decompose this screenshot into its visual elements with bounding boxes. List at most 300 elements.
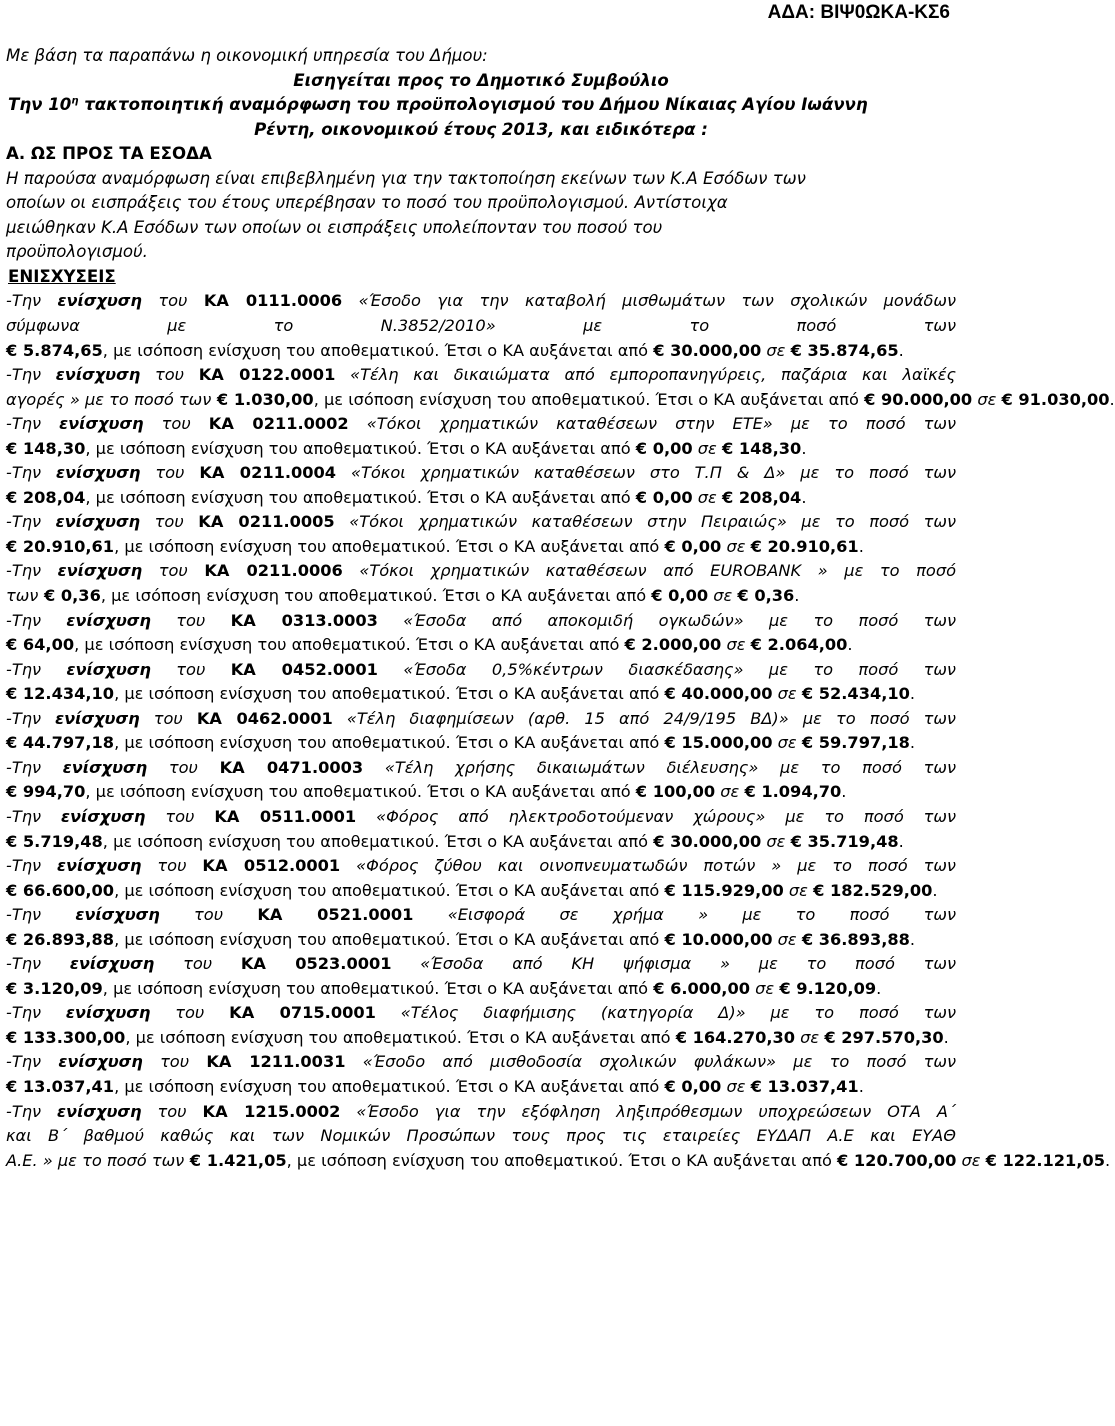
amount-to: 208,04 xyxy=(738,487,802,507)
amount-from: 2.000,00 xyxy=(641,635,722,655)
text-span xyxy=(340,1102,356,1121)
amount: 5.719,48 xyxy=(22,831,103,851)
amount-from: 15.000,00 xyxy=(681,733,773,753)
text-span: , με ισόποση ενίσχυση του αποθεματικού. Έτσι ο ΚΑ αυξάνεται από xyxy=(85,782,636,802)
text-span: σε xyxy=(692,438,722,458)
text-span: . xyxy=(794,586,800,606)
euro-sign: € xyxy=(721,487,739,507)
account-code: ΚΑ 0523.0001 xyxy=(240,954,392,974)
euro-sign: € xyxy=(1001,389,1019,409)
amount: 208,04 xyxy=(22,487,86,507)
section-a-paragraph: οποίων οι εισπράξεις του έτους υπερέβησαν το ποσό του προϋπολογισμού. Αντίστοιχα xyxy=(6,193,728,213)
amount-from: 120.700,00 xyxy=(853,1150,957,1170)
text-span: -Την xyxy=(6,954,70,974)
text-span: , με ισόποση ενίσχυση του αποθεματικού. Έτσι ο ΚΑ αυξάνεται από xyxy=(102,340,654,360)
amount: 26.893,88 xyxy=(22,929,115,949)
amount-from: 90.000,00 xyxy=(881,389,973,409)
entry-description: «Έσοδο από μισθοδοσία σχολικών φυλάκων» με το ποσό των xyxy=(362,1052,956,1072)
text-span: του xyxy=(145,806,215,826)
enisxysi-word: ενίσχυση xyxy=(75,905,160,925)
text-span: -Την xyxy=(6,1052,59,1072)
text-span: . xyxy=(847,635,853,655)
euro-sign: € xyxy=(6,635,23,655)
entry-line xyxy=(6,461,956,486)
proposal-heading: Εισηγείται προς το Δημοτικό Συμβούλιο xyxy=(293,70,669,90)
text-span: -Την xyxy=(6,414,60,434)
text-span: του xyxy=(150,659,231,679)
amount-to: 13.037,41 xyxy=(767,1076,859,1096)
amount-from: 6.000,00 xyxy=(670,978,750,998)
text-span: σε xyxy=(761,831,791,851)
entry-line xyxy=(6,756,956,781)
euro-sign: € xyxy=(635,487,653,507)
euro-sign: € xyxy=(664,733,682,753)
account-code: ΚΑ 1215.0002 xyxy=(202,1101,341,1121)
euro-sign: € xyxy=(664,1076,682,1096)
text-span: . xyxy=(1104,1150,1111,1170)
amount: 44.797,18 xyxy=(22,733,115,753)
entry-description: «Εισφορά σε χρήμα » με το ποσό των xyxy=(447,905,957,925)
text-span: του xyxy=(140,463,200,483)
entry-line xyxy=(6,780,956,805)
entry-description: «Τόκοι χρηματικών καταθέσεων από EUROBANK » με το ποσό xyxy=(359,561,956,581)
euro-sign: € xyxy=(801,929,819,949)
text-span xyxy=(343,561,360,580)
text-span: -Την xyxy=(6,708,56,728)
enisxysi-word: ενίσχυση xyxy=(69,954,155,974)
entry-line xyxy=(6,584,956,609)
text-span: του xyxy=(141,291,204,311)
entry-line xyxy=(6,609,956,634)
entry-line xyxy=(6,1050,956,1075)
amount: 12.434,10 xyxy=(22,684,115,704)
text-span: σε xyxy=(708,586,738,606)
text-span: -Την xyxy=(6,561,58,581)
euro-sign: € xyxy=(6,782,23,802)
entry-description: «Τέλη χρήσης δικαιωμάτων διέλευσης» με το ποσό των xyxy=(384,757,956,777)
account-code: ΚΑ 0211.0004 xyxy=(199,463,337,483)
entry-description: αγορές » με το ποσό των xyxy=(6,389,212,409)
euro-sign: € xyxy=(813,880,830,900)
text-span xyxy=(376,1003,401,1022)
account-code: ΚΑ 0122.0001 xyxy=(198,365,336,385)
text-span: σε xyxy=(772,684,802,704)
entry-line xyxy=(6,363,956,388)
euro-sign: € xyxy=(6,536,23,556)
text-span: του xyxy=(150,1003,230,1023)
enisxysi-word: ενίσχυση xyxy=(57,291,142,311)
text-span: σε xyxy=(772,733,802,753)
entry-description: Α.Ε. » με το ποσό των xyxy=(6,1150,185,1170)
amount: 0,36 xyxy=(60,586,101,606)
entry-line xyxy=(6,510,956,535)
amount-from: 0,00 xyxy=(652,487,693,507)
entry-line xyxy=(6,1001,956,1026)
entry-line xyxy=(6,559,956,584)
text-span: . xyxy=(858,1076,864,1096)
text-span: σε xyxy=(692,487,722,507)
enisxysi-word: ενίσχυση xyxy=(60,806,146,826)
text-span xyxy=(340,856,356,875)
text-span: σε xyxy=(972,389,1002,409)
text-span: . xyxy=(909,929,916,949)
text-span: , με ισόποση ενίσχυση του αποθεματικού. Έτσι ο ΚΑ αυξάνεται από xyxy=(313,389,865,409)
entry-description: «Έσοδο για την εξόφληση ληξιπρόθεσμων υποχρεώσεων ΟΤΑ Α΄ xyxy=(356,1101,956,1121)
text-span xyxy=(356,807,376,826)
text-span: του xyxy=(150,610,231,630)
text-span: του xyxy=(159,905,258,925)
entry-description: «Έσοδα από ΚΗ ψήφισμα » με το ποσό των xyxy=(420,954,956,974)
entry-line xyxy=(6,1075,956,1100)
text-span xyxy=(413,905,447,924)
text-span: σε xyxy=(721,635,751,655)
euro-sign: € xyxy=(6,1027,23,1047)
text-span: του xyxy=(154,954,241,974)
entry-description: «Τόκοι χρηματικών καταθέσεων στην ΕΤΕ» με το ποσό των xyxy=(366,414,956,434)
euro-sign: € xyxy=(635,782,653,802)
amount: 148,30 xyxy=(22,438,86,458)
euro-sign: € xyxy=(744,782,762,802)
amount-from: 30.000,00 xyxy=(670,340,762,360)
entry-line xyxy=(6,412,956,437)
entry-line xyxy=(6,731,956,756)
text-span xyxy=(345,1052,362,1071)
text-span: -Την xyxy=(6,291,58,311)
account-code: ΚΑ 1211.0031 xyxy=(206,1052,346,1072)
text-span: . xyxy=(898,340,904,360)
text-span: σε xyxy=(795,1027,825,1047)
enisxysi-word: ενίσχυση xyxy=(55,463,141,483)
euro-sign: € xyxy=(721,438,739,458)
entry-line xyxy=(6,830,956,855)
text-span: του xyxy=(140,365,199,385)
entries-list xyxy=(6,289,1115,1173)
text-span: -Την xyxy=(6,1003,66,1023)
enisxysi-word: ενίσχυση xyxy=(57,1101,142,1121)
entry-line xyxy=(6,535,956,560)
enisxysi-word: ενίσχυση xyxy=(55,708,140,728)
proposal-subject-line: Ρέντη, οικονομικού έτους 2013, και ειδικότερα : xyxy=(254,119,708,139)
amount-from: 164.270,30 xyxy=(692,1027,796,1047)
euro-sign: € xyxy=(653,340,671,360)
euro-sign: € xyxy=(6,487,23,507)
amount-to: 1.094,70 xyxy=(761,782,842,802)
entry-description: των xyxy=(6,586,39,606)
euro-sign: € xyxy=(801,733,819,753)
euro-sign: € xyxy=(837,1150,854,1170)
account-code: ΚΑ 0715.0001 xyxy=(229,1003,376,1023)
euro-sign: € xyxy=(38,586,61,606)
euro-sign: € xyxy=(6,340,23,360)
text-span: σε xyxy=(750,978,780,998)
text-span: . xyxy=(841,782,847,802)
text-span: του xyxy=(143,414,209,434)
entry-line xyxy=(6,854,956,879)
entry-description: «Έσοδο για την καταβολή μισθωμάτων των σχολικών μονάδων xyxy=(358,291,957,311)
euro-sign: € xyxy=(801,684,819,704)
enisxysi-word: ενίσχυση xyxy=(62,757,148,777)
euro-sign: € xyxy=(6,978,23,998)
enisxysi-word: ενίσχυση xyxy=(57,856,142,876)
text-span: -Την xyxy=(6,610,67,630)
text-span: σε xyxy=(721,1076,751,1096)
amount-to: 35.874,65 xyxy=(807,340,899,360)
entry-description: «Φόρος από ηλεκτροδοτούμεναν χώρους» με το ποσό των xyxy=(376,806,956,826)
amount: 3.120,09 xyxy=(22,978,103,998)
entry-line xyxy=(6,879,956,904)
amount: 13.037,41 xyxy=(22,1076,115,1096)
entry-line xyxy=(6,486,956,511)
text-span: του xyxy=(141,1101,203,1121)
section-a-paragraph: Η παρούσα αναμόρφωση είναι επιβεβλημένη για την τακτοποίηση εκείνων των Κ.Α Εσόδων των xyxy=(6,168,806,188)
euro-sign: € xyxy=(6,684,23,704)
account-code: ΚΑ 0512.0001 xyxy=(202,856,341,876)
amount-to: 297.570,30 xyxy=(841,1027,944,1047)
amount-to: 35.719,48 xyxy=(807,831,899,851)
amount-to: 148,30 xyxy=(738,438,802,458)
text-span: . xyxy=(1109,389,1115,409)
text-span: του xyxy=(142,1052,207,1072)
enisxysi-word: ενίσχυση xyxy=(55,365,141,385)
text-span: , με ισόποση ενίσχυση του αποθεματικού. Έτσι ο ΚΑ αυξάνεται από xyxy=(102,831,654,851)
section-a-paragraph: μειώθηκαν Κ.Α Εσόδων των οποίων οι εισπράξεις υπολείπονταν του ποσού του xyxy=(6,217,663,237)
text-span: -Την xyxy=(6,365,56,385)
euro-sign: € xyxy=(790,831,808,851)
text-span: , με ισόποση ενίσχυση του αποθεματικού. Έτσι ο ΚΑ αυξάνεται από xyxy=(114,880,665,900)
enisxysi-word: ενίσχυση xyxy=(65,1003,151,1023)
euro-sign: € xyxy=(6,880,23,900)
euro-sign: € xyxy=(6,733,23,753)
euro-sign: € xyxy=(985,1150,1003,1170)
text-span: , με ισόποση ενίσχυση του αποθεματικού. Έτσι ο ΚΑ αυξάνεται από xyxy=(286,1150,838,1170)
euro-sign: € xyxy=(6,831,23,851)
entry-description: «Τόκοι χρηματικών καταθέσεων στην Πειραιώς» με το ποσό των xyxy=(349,512,957,532)
amount-to: 36.893,88 xyxy=(818,929,910,949)
euro-sign: € xyxy=(750,1076,768,1096)
account-code: ΚΑ 0211.0005 xyxy=(198,512,335,532)
text-span: του xyxy=(140,512,199,532)
text-span: , με ισόποση ενίσχυση του αποθεματικού. Έτσι ο ΚΑ αυξάνεται από xyxy=(85,487,636,507)
amount-from: 115.929,00 xyxy=(681,880,784,900)
text-span xyxy=(378,660,403,679)
entry-line xyxy=(6,339,956,364)
ada-header: ΑΔΑ: ΒΙΨ0ΩΚΑ-ΚΣ6 xyxy=(767,2,950,23)
text-span: . xyxy=(943,1027,949,1047)
text-span: . xyxy=(909,733,916,753)
text-span: -Την xyxy=(6,856,57,876)
amount: 20.910,61 xyxy=(22,536,115,556)
text-span: . xyxy=(858,536,864,556)
euro-sign: € xyxy=(635,438,653,458)
amount-from: 10.000,00 xyxy=(681,929,773,949)
euro-sign: € xyxy=(6,438,23,458)
euro-sign: € xyxy=(664,929,682,949)
text-span xyxy=(378,611,403,630)
euro-sign: € xyxy=(779,978,797,998)
text-span: . xyxy=(909,684,916,704)
entry-line xyxy=(6,437,956,462)
euro-sign: € xyxy=(653,978,671,998)
amount-from: 0,00 xyxy=(668,586,709,606)
entry-description: «Τέλη και δικαιώματα από εμποροπανηγύρεις, παζάρια και λαϊκές xyxy=(350,365,956,385)
text-span: , με ισόποση ενίσχυση του αποθεματικού. Έτσι ο ΚΑ αυξάνεται από xyxy=(100,586,652,606)
euro-sign: € xyxy=(675,1027,693,1047)
text-span: . xyxy=(876,978,882,998)
enisxysi-word: ενίσχυση xyxy=(66,659,151,679)
entry-line xyxy=(6,658,956,683)
entry-description: σύμφωνα με το Ν.3852/2010» με το ποσό των xyxy=(6,316,956,336)
text-span: , με ισόποση ενίσχυση του αποθεματικού. Έτσι ο ΚΑ αυξάνεται από xyxy=(114,1076,665,1096)
account-code: ΚΑ 0521.0001 xyxy=(257,905,414,925)
amount-from: 30.000,00 xyxy=(670,831,762,851)
text-span: του xyxy=(142,561,205,581)
text-span: , με ισόποση ενίσχυση του αποθεματικού. Έτσι ο ΚΑ αυξάνεται από xyxy=(85,438,636,458)
entry-line xyxy=(6,928,956,953)
amount-to: 20.910,61 xyxy=(767,536,859,556)
text-span: -Την xyxy=(6,659,67,679)
enisxysi-word: ενίσχυση xyxy=(58,1052,143,1072)
entry-line xyxy=(6,1026,956,1051)
amount: 133.300,00 xyxy=(22,1027,126,1047)
entry-line xyxy=(6,633,956,658)
text-span xyxy=(363,758,385,777)
text-span: -Την xyxy=(6,905,76,925)
text-span xyxy=(335,365,350,384)
entry-line xyxy=(6,1124,956,1149)
amount-to: 9.120,09 xyxy=(796,978,877,998)
amount: 64,00 xyxy=(22,635,75,655)
text-span: -Την xyxy=(6,512,56,532)
text-span xyxy=(333,709,347,728)
amount: 1.030,00 xyxy=(233,389,314,409)
text-span xyxy=(342,291,358,310)
amount-from: 40.000,00 xyxy=(681,684,773,704)
account-code: ΚΑ 0111.0006 xyxy=(203,291,343,311)
amount-to: 0,36 xyxy=(754,586,795,606)
amount-from: 0,00 xyxy=(681,1076,722,1096)
amount: 994,70 xyxy=(22,782,86,802)
enisxysi-word: ενίσχυση xyxy=(55,512,141,532)
text-span xyxy=(335,512,350,531)
account-code: ΚΑ 0211.0002 xyxy=(208,414,349,434)
euro-sign: € xyxy=(750,536,768,556)
enisxysi-word: ενίσχυση xyxy=(66,610,151,630)
euro-sign: € xyxy=(624,635,642,655)
text-span: -Την xyxy=(6,463,56,483)
euro-sign: € xyxy=(651,586,669,606)
account-code: ΚΑ 0313.0003 xyxy=(230,610,378,630)
euro-sign: € xyxy=(184,1150,207,1170)
entry-line xyxy=(6,805,956,830)
intro-line: Με βάση τα παραπάνω η οικονομική υπηρεσία του Δήμου: xyxy=(6,46,488,65)
text-span: . xyxy=(898,831,904,851)
text-span: -Την xyxy=(6,757,63,777)
amount-to: 59.797,18 xyxy=(818,733,910,753)
euro-sign: € xyxy=(664,684,682,704)
euro-sign: € xyxy=(6,929,23,949)
euro-sign: € xyxy=(664,536,682,556)
entry-description: «Φόρος ζύθου και οινοπνευματωδών ποτών » με το ποσό των xyxy=(356,856,956,876)
euro-sign: € xyxy=(653,831,671,851)
amount-to: 91.030,00 xyxy=(1018,389,1110,409)
proposal-subject-line: Την $10^\eta$ τακτοποιητική αναμόρφωση του προϋπολογισμού του Δήμου Νίκαιας Αγίου Ιωάννη xyxy=(8,95,868,115)
euro-sign: € xyxy=(824,1027,842,1047)
text-span: του xyxy=(139,708,197,728)
account-code: ΚΑ 0211.0006 xyxy=(204,561,343,581)
text-span: σε xyxy=(783,880,814,900)
entry-line xyxy=(6,1100,956,1125)
text-span: . xyxy=(801,438,807,458)
text-span: , με ισόποση ενίσχυση του αποθεματικού. Έτσι ο ΚΑ αυξάνεται από xyxy=(114,733,665,753)
euro-sign: € xyxy=(6,1076,23,1096)
entry-line xyxy=(6,289,956,314)
euro-sign: € xyxy=(864,389,882,409)
entry-description: «Τέλος διαφήμισης (κατηγορία Δ)» με το ποσό των xyxy=(400,1003,956,1023)
entry-description: και Β΄ βαθμού καθώς και των Νομικών Προσώπων τους προς τις εταιρείες ΕΥΔΑΠ Α.Ε και ΕΥΑΘ xyxy=(6,1126,956,1146)
text-span: , με ισόποση ενίσχυση του αποθεματικού. Έτσι ο ΚΑ αυξάνεται από xyxy=(125,1027,676,1047)
amount-from: 100,00 xyxy=(652,782,716,802)
text-span xyxy=(349,414,367,433)
euro-sign: € xyxy=(664,880,682,900)
amount: 66.600,00 xyxy=(22,880,115,900)
entry-line xyxy=(6,314,956,339)
euro-sign: € xyxy=(750,635,768,655)
text-span: , με ισόποση ενίσχυση του αποθεματικού. Έτσι ο ΚΑ αυξάνεται από xyxy=(114,536,665,556)
text-span: του xyxy=(141,856,203,876)
amount-from: 0,00 xyxy=(652,438,693,458)
text-span: σε xyxy=(721,536,751,556)
text-span: του xyxy=(147,757,220,777)
entry-description: «Τόκοι χρηματικών καταθέσεων στο Τ.Π & Δ» με το ποσό των xyxy=(351,463,956,483)
text-span xyxy=(336,463,351,482)
document-body xyxy=(6,44,1115,1173)
text-span: , με ισόποση ενίσχυση του αποθεματικού. Έτσι ο ΚΑ αυξάνεται από xyxy=(114,929,665,949)
entry-description: «Έσοδα 0,5%κέντρων διασκέδασης» με το ποσό των xyxy=(403,659,956,679)
text-span xyxy=(392,954,421,973)
entry-line xyxy=(6,682,956,707)
section-a-paragraph: προϋπολογισμού. xyxy=(6,242,148,262)
entry-description: «Έσοδα από αποκομιδή ογκωδών» με το ποσό των xyxy=(403,610,957,630)
entry-line xyxy=(6,1149,1111,1174)
entry-line xyxy=(6,903,956,928)
amount-from: 0,00 xyxy=(681,536,722,556)
enisxysi-word: ενίσχυση xyxy=(57,561,143,581)
account-code: ΚΑ 0511.0001 xyxy=(214,806,357,826)
text-span: , με ισόποση ενίσχυση του αποθεματικού. Έτσι ο ΚΑ αυξάνεται από xyxy=(114,684,665,704)
text-span: σε xyxy=(956,1150,986,1170)
enisxysi-word: ενίσχυση xyxy=(59,414,144,434)
account-code: ΚΑ 0462.0001 xyxy=(196,708,333,728)
amount-to: 2.064,00 xyxy=(767,635,848,655)
text-span: . xyxy=(932,880,938,900)
section-a-title: Α. ΩΣ ΠΡΟΣ ΤΑ ΕΣΟΔΑ xyxy=(6,144,212,164)
text-span: , με ισόποση ενίσχυση του αποθεματικού. Έτσι ο ΚΑ αυξάνεται από xyxy=(74,635,625,655)
euro-sign: € xyxy=(790,340,808,360)
amount-to: 182.529,00 xyxy=(830,880,933,900)
amount-to: 52.434,10 xyxy=(818,684,910,704)
text-span: -Την xyxy=(6,806,61,826)
entry-line xyxy=(6,952,956,977)
section-subtitle: ΕΝΙΣΧΥΣΕΙΣ xyxy=(8,266,116,286)
entry-description: «Τέλη διαφημίσεων (αρθ. 15 από 24/9/195 ΒΔ)» με το ποσό των xyxy=(346,708,956,728)
euro-sign: € xyxy=(737,586,755,606)
text-span: σε xyxy=(772,929,802,949)
amount: 5.874,65 xyxy=(22,340,103,360)
text-span: σε xyxy=(761,340,791,360)
account-code: ΚΑ 0471.0003 xyxy=(219,757,364,777)
entry-line xyxy=(6,388,1115,413)
entry-line xyxy=(6,707,956,732)
